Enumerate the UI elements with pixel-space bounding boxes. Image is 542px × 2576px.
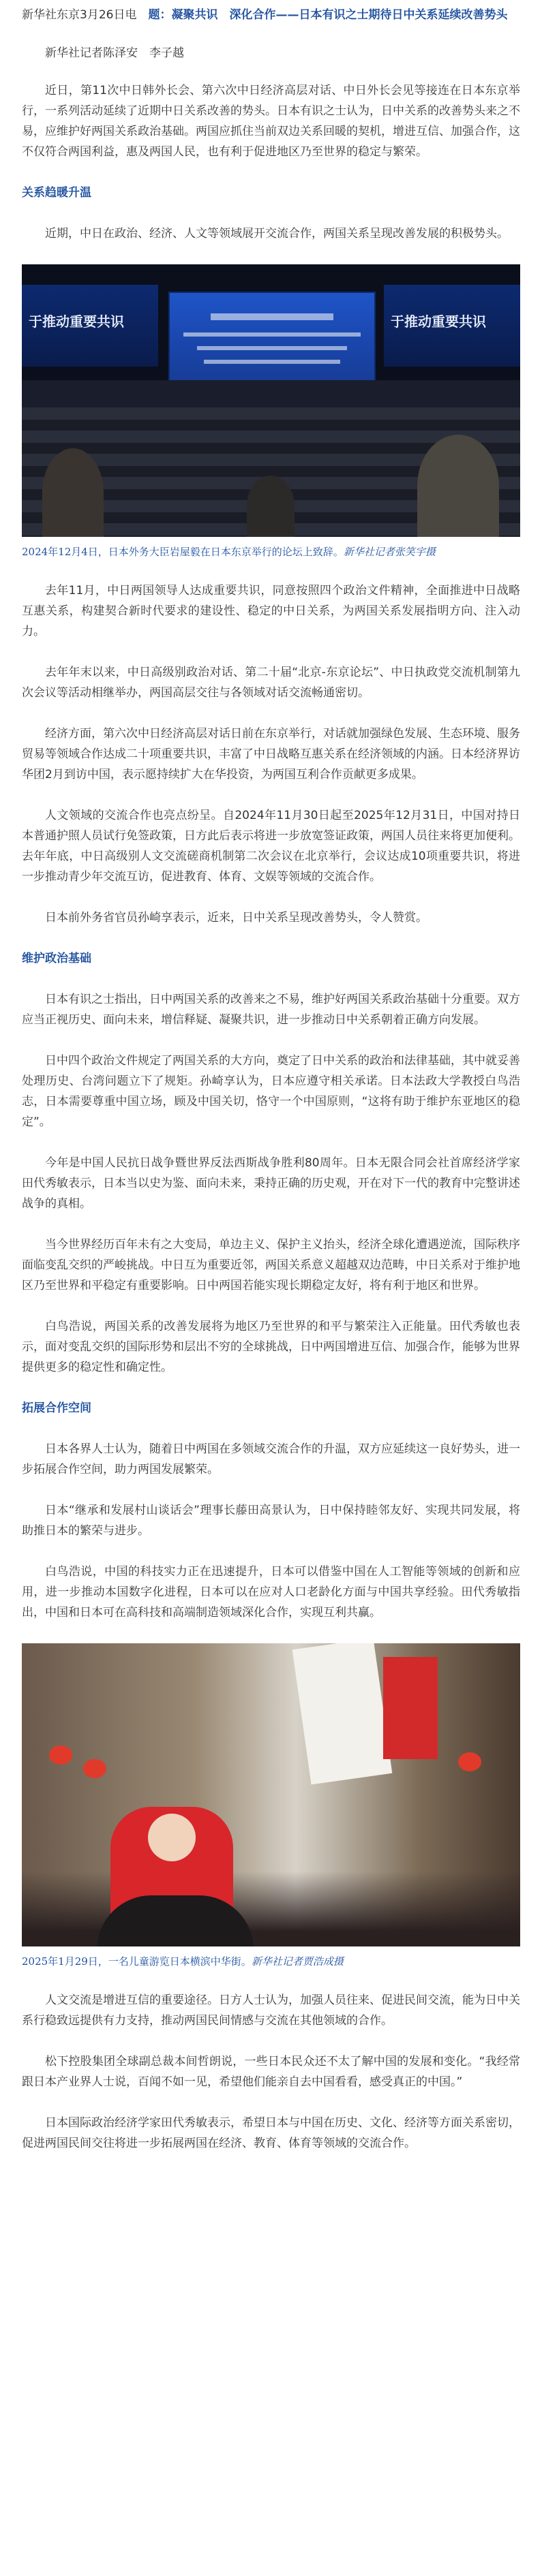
- article-lead: [22, 4, 520, 26]
- paragraph: 经济方面，第六次中日经济高层对话日前在东京举行，对话就加强绿色发展、生态环境、服务贸易等领域合作达成二十项重要共识，丰富了中日战略互惠关系在经济领域的内涵。日本经济界访华团2月到访中国，表示愿持续扩大在华投资，为两国互利合作贡献更多成果。: [22, 727, 520, 781]
- banner-left-text: 于推动重要共识: [29, 313, 124, 330]
- caption-text: 2024年12月4日，日本外务大臣岩屋毅在日本东京举行的论坛上致辞。: [22, 546, 344, 558]
- headline: 题：凝聚共识 深化合作——日本有识之士期待日中关系延续改善势头: [148, 8, 508, 22]
- photo-caption: [22, 1952, 520, 1971]
- banner-right-text: 于推动重要共识: [391, 313, 486, 330]
- lantern: [458, 1752, 481, 1771]
- audience-member: [247, 476, 295, 537]
- paragraph: 近期，中日在政治、经济、人文等领域展开交流合作，两国关系呈现改善发展的积极势头。: [45, 227, 509, 240]
- paragraph: 人文交流是增进互信的重要途径。日方人士认为，加强人员往来、促进民间交流，能为日中关系行稳致远提供有力支持，推动两国民间情感与交流在其他领域的合作。: [22, 1993, 520, 2028]
- figure-forum: [22, 264, 520, 561]
- paragraph: 日本国际政治经济学家田代秀敏表示，希望日本与中国在历史、文化、经济等方面关系密切，促进两国民间交往将进一步拓展两国在经济、教育、体育等领域的交流合作。: [22, 2116, 520, 2150]
- photo-caption: [22, 542, 520, 561]
- article: [22, 0, 520, 2154]
- crowd: [22, 1872, 520, 1946]
- caption-text: 2025年1月29日，一名儿童游览日本横滨中华街。: [22, 1955, 252, 1968]
- section-title-politics: 维护政治基础: [22, 952, 91, 965]
- dateline: 新华社东京3月26日电: [22, 8, 137, 22]
- street-photo: [22, 1643, 520, 1946]
- photo-credit: 新华社记者贾浩成摄: [251, 1955, 344, 1968]
- child-face: [148, 1814, 196, 1861]
- paragraph: 日本各界人士认为，随着日中两国在多领域交流合作的升温，双方应延续这一良好势头，进一步拓展合作空间，助力两国发展繁荣。: [22, 1442, 520, 1476]
- figure-street: [22, 1643, 520, 1971]
- section-title-relations: 关系趋暖升温: [22, 186, 91, 200]
- paragraph: 白鸟浩说，中国的科技实力正在迅速提升，日本可以借鉴中国在人工智能等领域的创新和应用，进一步推动本国数字化进程，日本可以在应对人口老龄化方面与中国共享经验。田代秀敏指出，中国和日本可在高科技和高端制造领域深化合作，实现互利共赢。: [22, 1565, 520, 1619]
- photo-credit: 新华社记者张笑宇摄: [343, 546, 436, 558]
- byline: 新华社记者陈泽安 李子越: [45, 46, 184, 60]
- section-title-cooperation: 拓展合作空间: [22, 1401, 91, 1415]
- lantern: [49, 1745, 72, 1765]
- paragraph: 日本“继承和发展村山谈话会”理事长藤田高景认为，日中保持睦邻友好、实现共同发展，将助推日本的繁荣与进步。: [22, 1504, 520, 1538]
- intro-paragraph: 近日，第11次中日韩外长会、第六次中日经济高层对话、中日外长会见等接连在日本东京举行，一系列活动延续了近期中日关系改善的势头。日本有识之士认为，日中关系的改善势头来之不易，应维护好两国关系政治基础。两国应抓住当前双边关系回暖的契机，增进互信、加强合作，这不仅符合两国利益，惠及两国人民，也有利于促进地区乃至世界的稳定与繁荣。: [22, 84, 520, 159]
- paragraph: 松下控股集团全球副总裁本间哲朗说，一些日本民众还不太了解中国的发展和变化。“我经常跟日本产业界人士说，百闻不如一见，希望他们能亲自去中国看看，感受真正的中国。”: [22, 2055, 520, 2089]
- banner-left: [22, 285, 158, 367]
- lantern: [83, 1759, 106, 1778]
- banner-right: [384, 285, 520, 367]
- paragraph: 日中四个政治文件规定了两国关系的大方向，奠定了日中关系的政治和法律基础，其中就妥善处理历史、台湾问题立下了规矩。孙崎享认为，日本应遵守相关承诺。日本法政大学教授白鸟浩志，日本需要尊重中国立场，顾及中国关切，恪守一个中国原则，“这将有助于维护东亚地区的稳定”。: [22, 1054, 520, 1129]
- paragraph: 人文领域的交流合作也亮点纷呈。自2024年11月30日起至2025年12月31日，中国对持日本普通护照人员试行免签政策，日方此后表示将进一步放宽签证政策，两国人员往来将更加便利。去年年底，中日高级别人文交流磋商机制第二次会议在北京举行，会议达成10项重要共识，将进一步推动青少年交流互访，促进教育、体育、文娱等领域的交流合作。: [22, 809, 520, 884]
- paragraph: 去年年末以来，中日高级别政治对话、第二十届“北京-东京论坛”、中日执政党交流机制第九次会议等活动相继举办，两国高层交往与各领域对话交流畅通密切。: [22, 666, 520, 700]
- audience-member: [42, 448, 104, 537]
- paragraph: 白鸟浩说，两国关系的改善发展将为地区乃至世界的和平与繁荣注入正能量。田代秀敏也表示，面对变乱交织的国际形势和层出不穷的全球挑战，日中两国增进互信、加强合作，能够为世界提供更多的稳定性和确定性。: [22, 1320, 520, 1374]
- paragraph: 去年11月，中日两国领导人达成重要共识，同意按照四个政治文件精神，全面推进中日战略互惠关系，构建契合新时代要求的建设性、稳定的中日关系，为两国关系发展指明方向、注入动力。: [22, 584, 520, 638]
- red-banner: [383, 1657, 438, 1759]
- paragraph: 当今世界经历百年未有之大变局，单边主义、保护主义抬头，经济全球化遭遇逆流，国际秩序面临变乱交织的严峻挑战。中日互为重要近邻，两国关系意义超越双边范畴，中日关系对于维护地区乃至世界和平稳定有重要影响。日中两国若能实现长期稳定友好，将有利于地区和世界。: [22, 1238, 520, 1292]
- paragraph: 今年是中国人民抗日战争暨世界反法西斯战争胜利80周年。日本无限合同会社首席经济学家田代秀敏表示，日本当以史为鉴、面向未来，秉持正确的历史观，开在对下一代的教育中完整讲述战争的真相。: [22, 1156, 520, 1211]
- audience-member: [417, 435, 499, 537]
- paragraph: 日本有识之士指出，日中两国关系的改善来之不易，维护好两国关系政治基础十分重要。双方应当正视历史、面向未来，增信释疑、凝聚共识，进一步推动日中关系朝着正确方向发展。: [22, 993, 520, 1027]
- forum-photo: [22, 264, 520, 537]
- stage: [22, 380, 520, 407]
- paragraph: 日本前外务省官员孙崎享表示，近来，日中关系呈现改善势头，令人赞赏。: [45, 911, 427, 925]
